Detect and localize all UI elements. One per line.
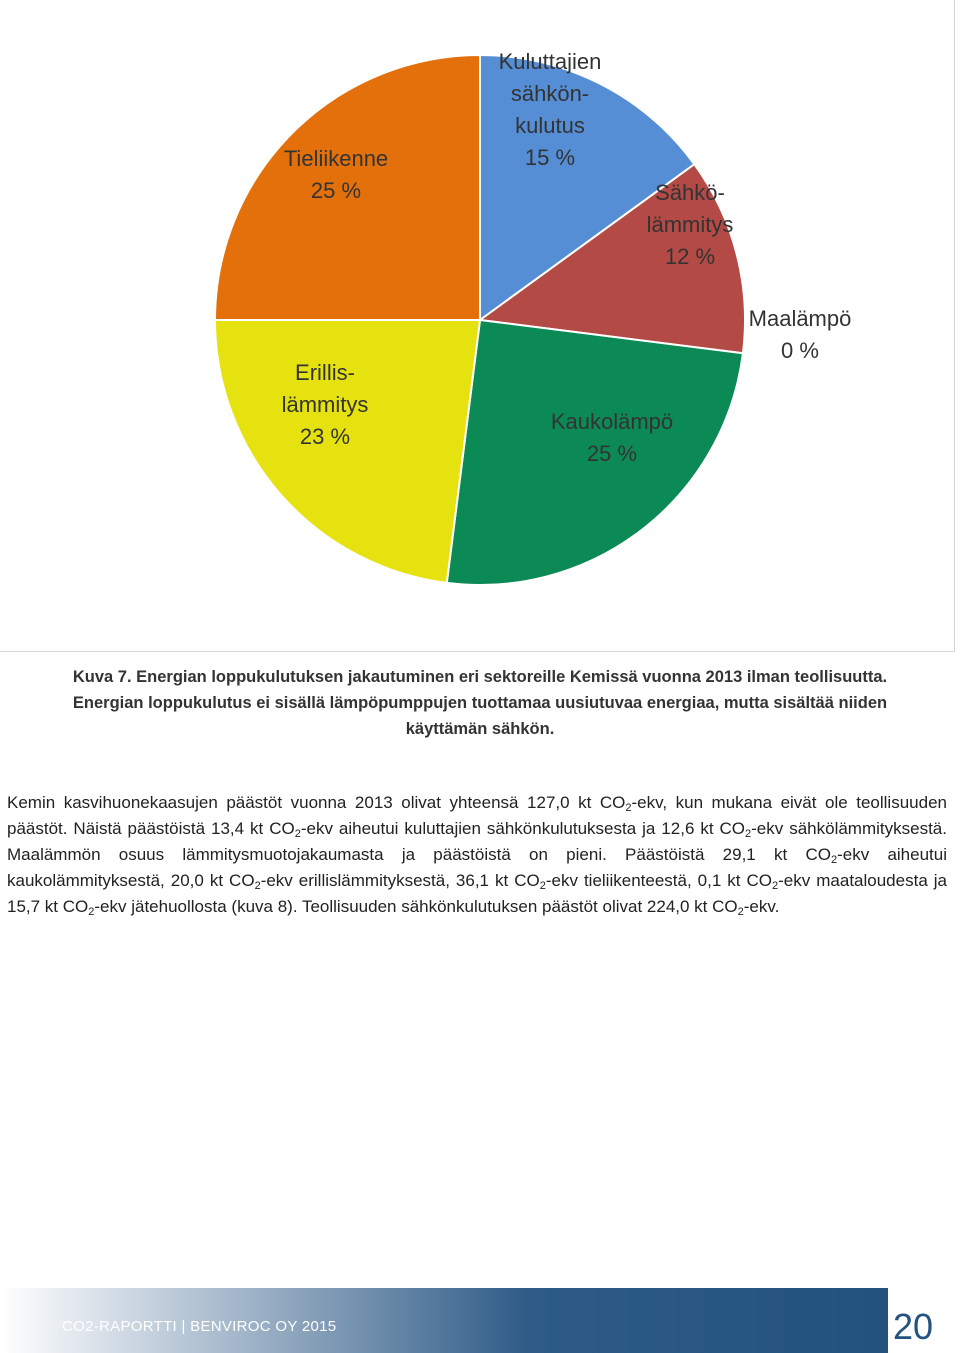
caption-line-2: Energian loppukulutus ei sisällä lämpöpumppujen tuottamaa uusiutuvaa energiaa, mutta sisältää niiden bbox=[72, 694, 888, 712]
pie-slice-label bbox=[532, 406, 692, 470]
pie-label-line: lämmitys bbox=[646, 212, 734, 237]
para-part: -ekv, kun mukana eivät ole teollisuuden päästöt. Näistä päästöistä 13,4 kt CO bbox=[7, 793, 947, 838]
para-part: -ekv. bbox=[743, 897, 780, 916]
pie-slice-label bbox=[256, 143, 416, 207]
pie-label-line: 15 % bbox=[524, 145, 576, 170]
figure-caption bbox=[10, 664, 950, 742]
pie-slice-label bbox=[610, 177, 770, 273]
page-number: 20 bbox=[893, 1306, 934, 1347]
pie-label-line: sähkön- bbox=[510, 81, 590, 106]
pie-label-line: 25 % bbox=[310, 178, 362, 203]
chart-frame bbox=[0, 0, 955, 652]
para-part: -ekv tieliikenteestä, 0,1 kt CO bbox=[545, 871, 773, 890]
subscript: 2 bbox=[772, 880, 779, 892]
subscript: 2 bbox=[88, 906, 95, 918]
pie-slice-label bbox=[720, 303, 880, 367]
subscript: 2 bbox=[830, 854, 838, 866]
para-part: -ekv jätehuollosta (kuva 8). Teollisuuden sähkönkulutuksen päästöt olivat 224,0 kt CO bbox=[94, 897, 738, 916]
pie-label-line: Kuluttajien bbox=[498, 49, 602, 74]
pie-slice-label bbox=[470, 46, 630, 174]
para-part: -ekv aiheutui kuluttajien sähkönkulutuksesta ja 12,6 kt CO bbox=[300, 819, 746, 838]
body-paragraph bbox=[7, 790, 947, 920]
pie-label-line: lämmitys bbox=[281, 392, 369, 417]
pie-label-line: Erillis- bbox=[295, 360, 355, 385]
subscript: 2 bbox=[745, 828, 752, 840]
subscript: 2 bbox=[625, 802, 632, 814]
pie-label-line: kulutus bbox=[515, 113, 585, 138]
subscript: 2 bbox=[539, 880, 546, 892]
caption-line-3: käyttämän sähkön. bbox=[405, 720, 555, 738]
pie-slice-label bbox=[245, 357, 405, 453]
footer-report-title: CO2-RAPORTTI | BENVIROC OY 2015 bbox=[62, 1318, 337, 1335]
subscript: 2 bbox=[737, 906, 744, 918]
para-part: Kemin kasvihuonekaasujen päästöt vuonna 2013 olivat yhteensä 127,0 kt CO bbox=[7, 793, 626, 812]
pie-label-line: Maalämpö bbox=[748, 306, 852, 331]
subscript: 2 bbox=[294, 828, 301, 840]
para-part: -ekv sähkölämmityksestä. Maalämmön osuus lämmitysmuotojakaumasta ja päästöistä on pieni. Päästöistä 29,1 kt CO bbox=[7, 819, 947, 864]
pie-label-line: 12 % bbox=[664, 244, 716, 269]
pie-label-line: 23 % bbox=[299, 424, 351, 449]
para-part: -ekv aiheutui kaukolämmityksestä, 20,0 kt CO bbox=[7, 845, 947, 890]
pie-label-line: 25 % bbox=[586, 441, 638, 466]
subscript: 2 bbox=[254, 880, 261, 892]
para-part: -ekv maataloudesta ja 15,7 kt CO bbox=[7, 871, 947, 916]
pie-label-line: Tieliikenne bbox=[283, 146, 389, 171]
pie-label-line: Kaukolämpö bbox=[550, 409, 674, 434]
para-part: -ekv erillislämmityksestä, 36,1 kt CO bbox=[260, 871, 540, 890]
caption-line-1: Kuva 7. Energian loppukulutuksen jakautuminen eri sektoreille Kemissä vuonna 2013 ilman teollisuutta. bbox=[72, 668, 888, 686]
pie-label-line: Sähkö- bbox=[655, 180, 725, 205]
pie-label-line: 0 % bbox=[781, 338, 819, 363]
